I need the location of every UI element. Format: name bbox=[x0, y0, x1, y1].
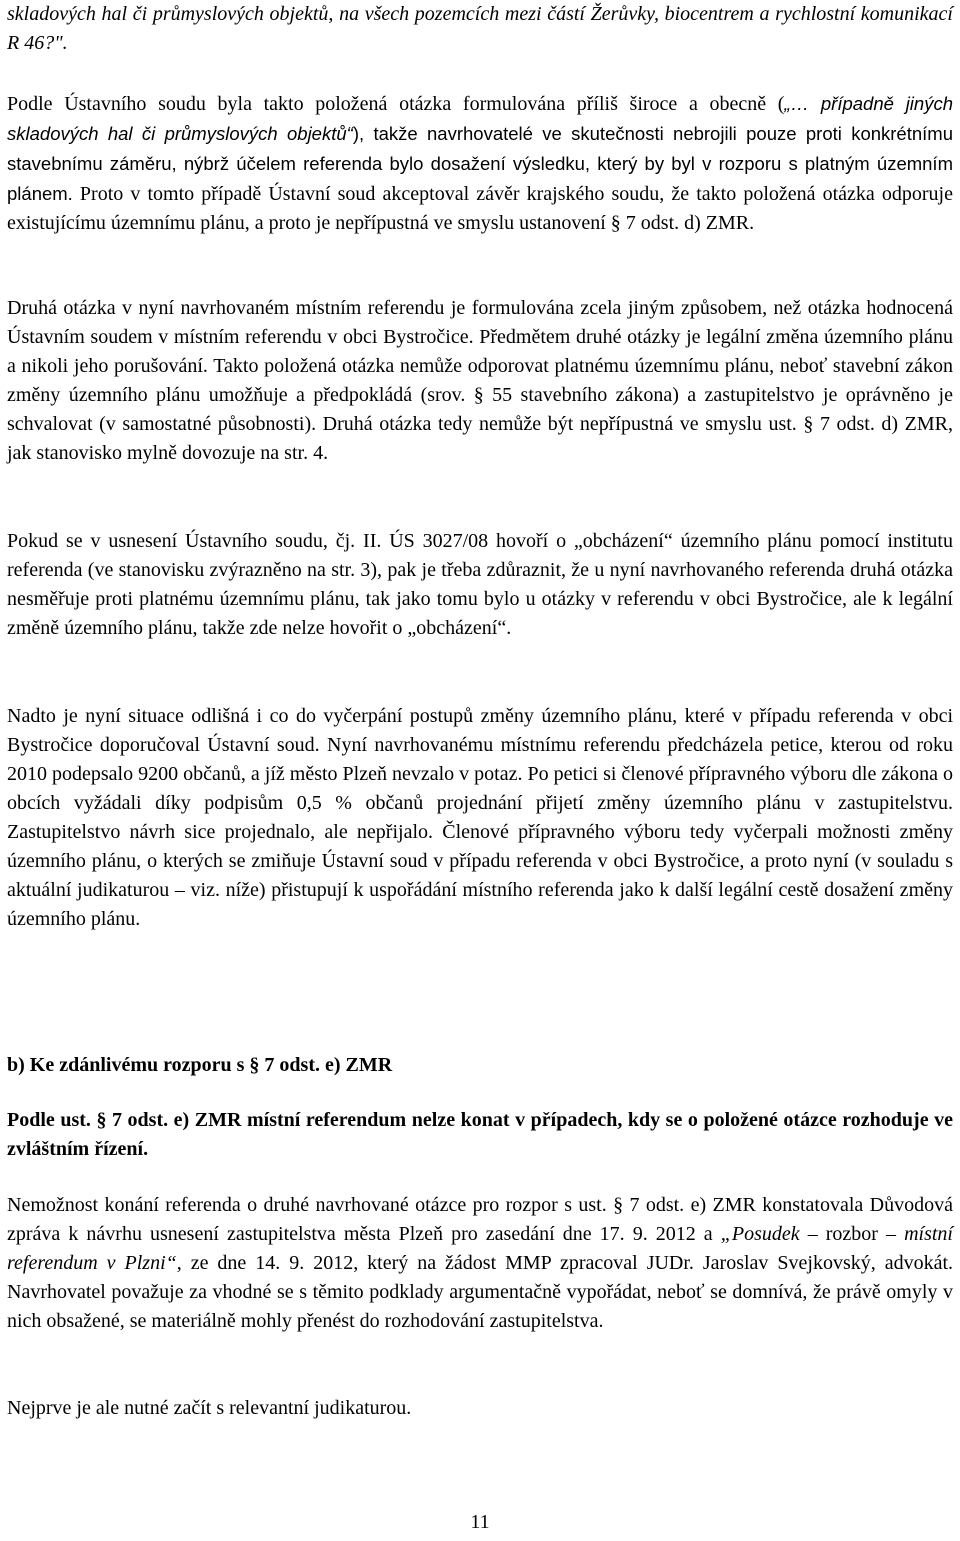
paragraph-question-end bbox=[7, 0, 953, 58]
paragraph-constitutional-court bbox=[7, 89, 953, 238]
section-heading-text: b) Ke zdánlivému rozporu s § 7 odst. e) ZMR bbox=[7, 1054, 393, 1076]
document-page bbox=[7, 0, 953, 1541]
intro-text: Podle Ústavního soudu byla takto položená otázka formulována příliš široce a obecně ( bbox=[7, 93, 785, 115]
dash-text: – rozbor – bbox=[799, 1223, 905, 1245]
second-question-text: Druhá otázka v nyní navrhovaném místním referendu je formulována zcela jiným způsobem, než otázka hodnocená Ústavním soudem v místním referendu v obci Bystročice. Předmětem druhé otázky je legální změna územního plánu a nikoli jeho porušování. Takto položená otázka nemůže odporovat platnému územnímu plánu, neboť stavební zákon změny územního plánu umožňuje a předpokládá (srov. § 55 stavebního zákona) a zastupitelstvo je oprávněno je schvalovat (v samostatné působnosti). Druhá otázka tedy nemůže být nepřípustná ve smyslu ust. § 7 odst. d) ZMR, jak stanovisko mylně dovozuje na str. 4. bbox=[7, 297, 953, 464]
impossibility-text-1: Nemožnost konání referenda o druhé navrhované otázce pro rozpor s ust. § 7 odst. e) ZMR konstatovala Důvodová zpráva k návrhu usnesení zastupitelstva města Plzeň pro zasedání dne 17. 9. 2012 a bbox=[7, 1194, 953, 1245]
circumvention-text: Pokud se v usnesení Ústavního soudu, čj. II. ÚS 3027/08 hovoří o „obcházení“ územního plánu pomocí institutu referenda (ve stanovisku zvýrazněno na str. 3), pak je třeba zdůraznit, že u nyní navrhovaného referenda druhá otázka nesměřuje proti platnému územnímu plánu, tak jako tomu bylo u otázky v referendu v obci Bystročice, ale k legální změně územního plánu, takže zde nelze hovořit o „obcházení“. bbox=[7, 530, 953, 639]
paragraph-situation bbox=[7, 702, 953, 934]
court-conclusion-text: Proto v tomto případě Ústavní soud akceptoval závěr krajského soudu, že takto položená otázka odporuje existujícímu územnímu plánu, a proto je nepřípustná ve smyslu ustanovení § 7 odst. d) ZMR. bbox=[7, 183, 953, 234]
posudek-subtitle: místní referendum v Plzni“, bbox=[7, 1223, 953, 1274]
paragraph-second-question bbox=[7, 294, 953, 468]
posudek-title: „Posudek bbox=[720, 1223, 800, 1245]
impossibility-text-2: ze dne 14. 9. 2012, který na žádost MMP zpracoval JUDr. Jaroslav Svejkovský, advokát. Navrhovatel považuje za vhodné se s těmito podklady argumentačně vypořádat, neboť se domnívá, že právě omyly v nich obsažené, se materiálně mohly přenést do rozhodování zastupitelstva. bbox=[7, 1252, 953, 1332]
paragraph-statute-provision bbox=[7, 1106, 953, 1164]
section-heading-b bbox=[7, 1051, 953, 1080]
statute-text: Podle ust. § 7 odst. e) ZMR místní referendum nelze konat v případech, kdy se o položené otázce rozhoduje ve zvláštním řízení. bbox=[7, 1109, 953, 1160]
court-reasoning-text: ), takže navrhovatelé ve skutečnosti nebrojili pouze proti konkrétnímu stavebnímu záměru, nýbrž účelem referenda bylo dosažení výsledku, který by byl v rozporu s platným územním plánem. bbox=[7, 123, 953, 204]
situation-text: Nadto je nyní situace odlišná i co do vyčerpání postupů změny územního plánu, které v případu referenda v obci Bystročice doporučoval Ústavní soud. Nyní navrhovanému místnímu referendu předcházela petice, kterou od roku 2010 podepsalo 9200 občanů, a jíž město Plzeň nevzalo v potaz. Po petici si členové přípravného výboru dle zákona o obcích vyžádali díky podpisům 0,5 % občanů projednání přijetí změny územního plánu v zastupitelstvu. Zastupitelstvo návrh sice projednalo, ale nepřijalo. Členové přípravného výboru tedy vyčerpali možnosti změny územního plánu, o kterých se zmiňuje Ústavní soud v případu referenda v obci Bystročice, a proto nyní (v souladu s aktuální judikaturou – viz. níže) přistupují k uspořádání místního referenda jako k další legální cestě dosažení změny územního plánu. bbox=[7, 705, 953, 930]
closing-text: Nejprve je ale nutné začít s relevantní judikaturou. bbox=[7, 1397, 412, 1419]
paragraph-impossibility bbox=[7, 1191, 953, 1336]
paragraph-closing bbox=[7, 1394, 953, 1423]
question-quote-end: skladových hal či průmyslových objektů, na všech pozemcích mezi částí Žerůvky, biocentrem a rychlostní komunikací R 46?". bbox=[7, 3, 953, 54]
quoted-fragment: „… případně jiných skladových hal či průmyslových objektů“ bbox=[7, 93, 953, 144]
paragraph-circumvention bbox=[7, 527, 953, 643]
page-number: 11 bbox=[470, 1511, 490, 1533]
